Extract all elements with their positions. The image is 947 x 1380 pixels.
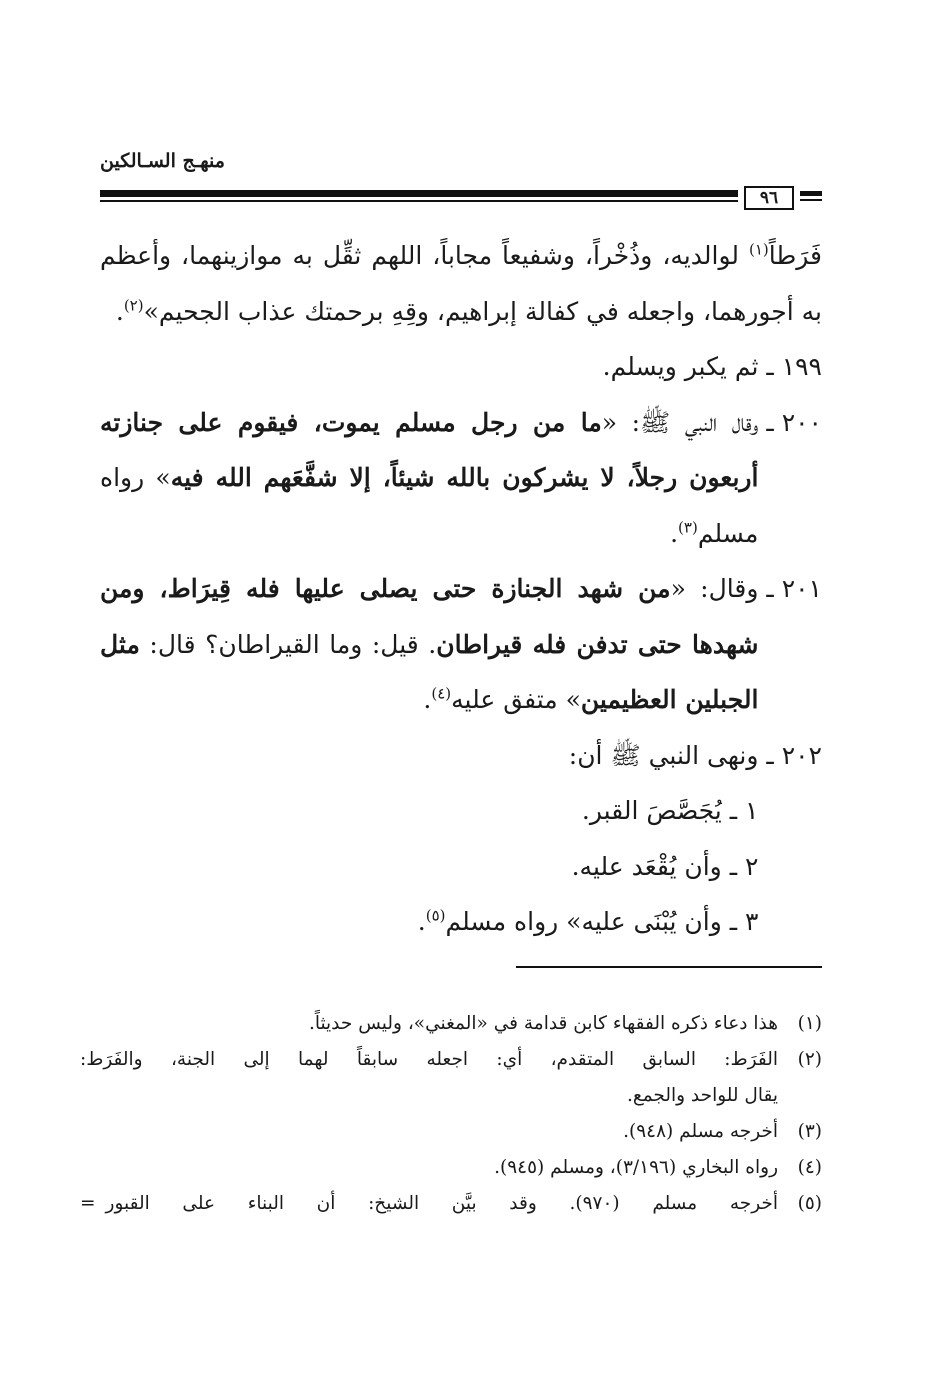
footnote-number: (٥)	[797, 1193, 822, 1214]
footnote-2	[80, 1042, 822, 1114]
hadith-item-201	[100, 561, 822, 728]
item-end: .	[670, 518, 679, 548]
page-number: ٩٦	[744, 186, 794, 210]
item-lead: وقال النبي ﷺ: «	[601, 407, 759, 437]
footnote-text	[80, 1186, 778, 1222]
item-end: .	[423, 685, 432, 714]
header-rule	[100, 186, 822, 210]
hadith-item-200	[100, 395, 822, 562]
footnote-separator	[516, 966, 822, 968]
header-rule-right-thin	[800, 199, 822, 201]
header-rule-thin	[100, 200, 738, 202]
main-text	[100, 228, 822, 950]
intro-end: .	[115, 296, 124, 326]
footnote-ref-3[interactable]: (٣)	[678, 518, 698, 537]
hadith-quote: ما من رجل مسلم يموت، فيقوم على جنازته أربعون رجلاً، لا يشركون بالله شيئاً، إلا شفَّعَهم الله فيه	[100, 407, 759, 492]
item-end: .	[417, 907, 426, 936]
hadith-quote: من شهد الجنازة حتى يصلى عليها فله قِيرَاط، ومن شهدها حتى تدفن فله قيراطان	[100, 574, 759, 659]
footnote-number: (٢)	[797, 1049, 822, 1070]
footnote-ref-5[interactable]: (٥)	[425, 906, 446, 925]
item-lead: ونهى النبي ﷺ أن:	[568, 740, 759, 770]
item-number: ٢٠١ ـ	[766, 574, 822, 603]
footnote-text: هذا دعاء ذكره الفقهاء كابن قدامة في «المغني»، وليس حديثاً.	[308, 1013, 778, 1034]
item-mid: . قيل: وما القيراطان؟ قال:	[139, 629, 437, 659]
footnote-3	[80, 1114, 822, 1150]
footnote-text: رواه البخاري (٣/١٩٦)، ومسلم (٩٤٥).	[494, 1157, 778, 1178]
intro-word: فَرَطاً	[768, 241, 822, 270]
item-lead: وقال: «	[670, 574, 759, 603]
hadith-quote-2: مثل الجبلين العظيمين	[100, 629, 759, 714]
footnote-number: (٤)	[797, 1157, 822, 1178]
list-item	[100, 783, 758, 839]
running-head-title: منهـج السـالكين	[100, 150, 225, 172]
list-item-text: ١ ـ يُجَصَّصَ القبر.	[581, 796, 759, 825]
footnote-text: أخرجه مسلم (٩٤٨).	[623, 1121, 778, 1142]
item-text	[100, 395, 758, 562]
footnote-1	[80, 1006, 822, 1042]
footnote-5	[80, 1186, 822, 1222]
continuation-mark: =	[80, 1193, 96, 1214]
prohibitions-list	[100, 783, 758, 950]
item-source: » متفق عليه	[451, 685, 581, 714]
hadith-item-202	[100, 728, 822, 950]
footnote-4	[80, 1150, 822, 1186]
item-text	[100, 728, 758, 950]
list-item-text: ٢ ـ وأن يُقْعَد عليه.	[571, 851, 759, 881]
footnote-number: (١)	[797, 1013, 822, 1034]
footnote-ref-1[interactable]: (١)	[748, 240, 769, 259]
footnote-ref-2[interactable]: (٢)	[123, 296, 144, 315]
header-rule-thick	[100, 190, 738, 197]
footnotes	[80, 1006, 822, 1222]
footnote-ref-4[interactable]: (٤)	[431, 684, 452, 703]
item-number: ٢٠٠ ـ	[766, 407, 822, 437]
header-rule-right	[800, 191, 822, 196]
footnote-text	[80, 1042, 778, 1114]
item-source: » رواه مسلم	[100, 463, 759, 548]
hadith-item-199	[100, 339, 822, 395]
list-item-text: ٣ ـ وأن يُبْنَى عليه» رواه مسلم	[445, 907, 759, 936]
list-item	[100, 894, 758, 950]
item-number: ١٩٩ ـ	[766, 352, 822, 381]
footnote-line: يقال للواحد والجمع.	[626, 1085, 778, 1106]
footnote-number: (٣)	[797, 1121, 822, 1142]
intro-paragraph	[100, 228, 822, 339]
item-text	[100, 561, 758, 728]
footnote-line: أخرجه مسلم (٩٧٠). وقد بيَّن الشيخ: أن البناء على القبور	[105, 1193, 778, 1214]
list-item	[100, 839, 758, 895]
item-number: ٢٠٢ ـ	[766, 740, 822, 770]
item-text: ثم يكبر ويسلم.	[602, 352, 759, 381]
footnote-line: الفَرَط: السابق المتقدم، أي: اجعله سابقاً لهما إلى الجنة، والفَرَط:	[80, 1049, 778, 1070]
intro-text: لوالديه، وذُخْراً، وشفيعاً مجاباً، اللهم ثقِّل به موازينهما، وأعظم به أجورهما، واجعله في كفالة إبراهيم، وقِهِ برحمتك عذاب الجحيم»	[100, 241, 822, 326]
